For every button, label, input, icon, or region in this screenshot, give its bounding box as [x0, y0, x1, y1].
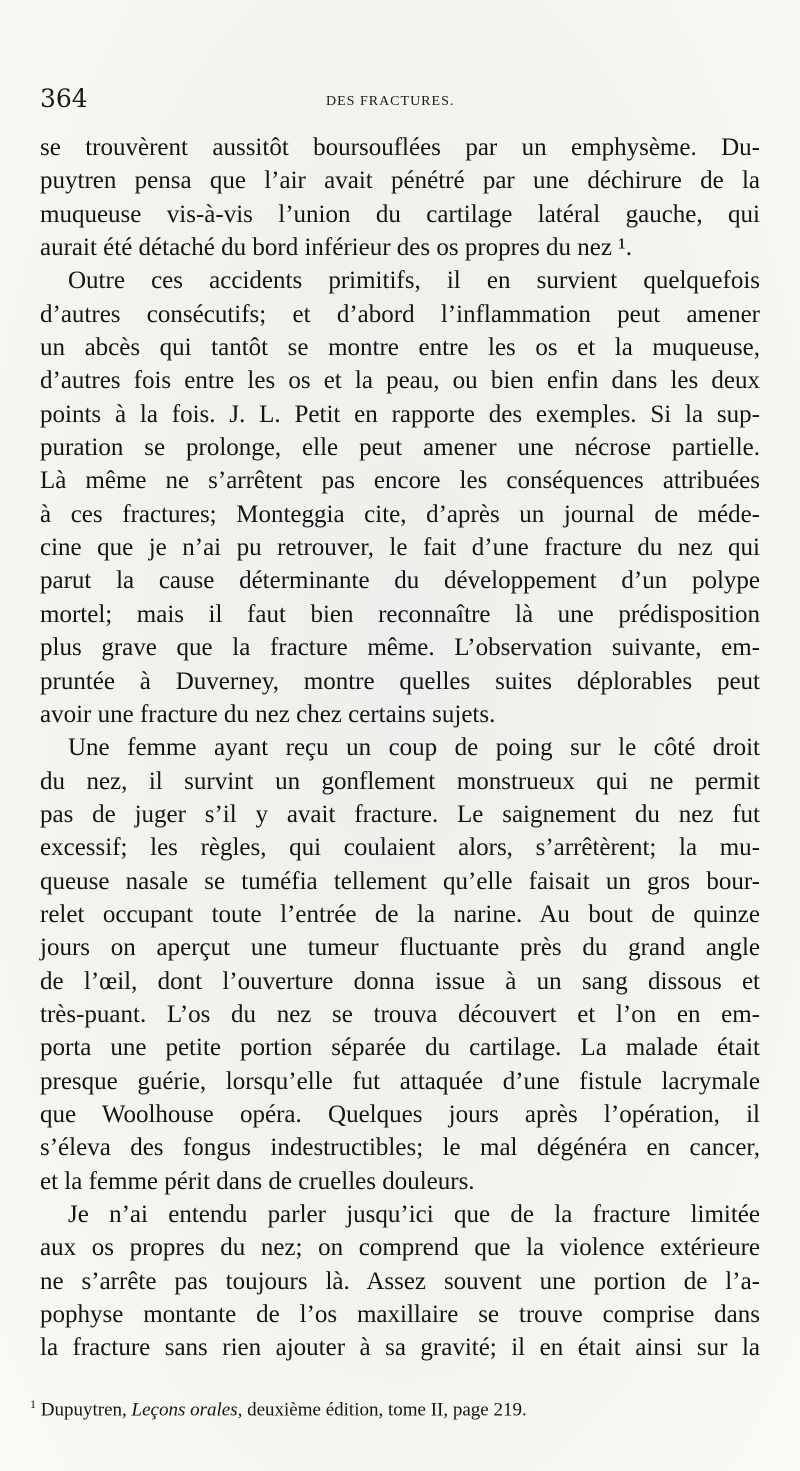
- text-line: s’éleva des fongus indestructibles; le mal dégénéra en cancer,: [40, 1134, 760, 1162]
- text-line: excessif; les règles, qui coulaient alors, s’arrêtèrent; la mu-: [40, 834, 760, 862]
- text-line: ne s’arrête pas toujours là. Assez souvent une portion de l’a-: [40, 1267, 760, 1295]
- paragraph-start-line: Outre ces accidents primitifs, il en survient quelquefois: [68, 267, 760, 295]
- text-line: puration se prolonge, elle peut amener une nécrose partielle.: [40, 434, 760, 462]
- paragraph-start-line: Je n’ai entendu parler jusqu’ici que de la fracture limitée: [68, 1201, 760, 1228]
- text-line: d’autres fois entre les os et la peau, ou bien enfin dans les deux: [40, 367, 760, 395]
- text-line: muqueuse vis-à-vis l’union du cartilage latéral gauche, qui: [40, 200, 760, 228]
- running-head: DES FRACTURES.: [326, 94, 455, 109]
- text-line: presque guérie, lorsqu’elle fut attaquée d’une fistule lacrymale: [40, 1067, 760, 1095]
- page-number: 364: [40, 84, 88, 113]
- footnote: [30, 1397, 730, 1421]
- footnote-author: Dupuytren,: [40, 1399, 127, 1421]
- text-line: plus grave que la fracture même. L’observation suivante, em-: [40, 634, 760, 662]
- text-line: du nez, il survint un gonflement monstrueux qui ne permit: [40, 767, 760, 795]
- text-line: parut la cause déterminante du développement d’un polype: [40, 567, 760, 595]
- text-line: points à la fois. J. L. Petit en rapporte des exemples. Si la sup-: [40, 400, 760, 428]
- footnote-reference: deuxième édition, tome II, page 219.: [247, 1399, 527, 1421]
- text-line: mortel; mais il faut bien reconnaître là une prédisposition: [40, 600, 760, 628]
- text-line: queuse nasale se tuméfia tellement qu’elle faisait un gros bour-: [40, 867, 760, 895]
- footnote-title: Leçons orales,: [131, 1399, 243, 1421]
- text-line: aux os propres du nez; on comprend que la violence extérieure: [40, 1234, 760, 1262]
- text-line: jours on aperçut une tumeur fluctuante près du grand angle: [40, 934, 760, 962]
- text-line: que Woolhouse opéra. Quelques jours après l’opération, il: [40, 1100, 760, 1128]
- text-line: puytren pensa que l’air avait pénétré par une déchirure de la: [40, 167, 760, 195]
- text-line: pruntée à Duverney, montre quelles suites déplorables peut: [40, 667, 760, 695]
- text-line: pas de juger s’il y avait fracture. Le saignement du nez fut: [40, 800, 760, 828]
- text-line: aurait été détaché du bord inférieur des os propres du nez ¹.: [40, 234, 632, 262]
- text-line: cine que je n’ai pu retrouver, le fait d’une fracture du nez qui: [40, 534, 760, 562]
- paragraph-start-line: Une femme ayant reçu un coup de poing sur le côté droit: [68, 734, 760, 762]
- text-line: de l’œil, dont l’ouverture donna issue à un sang dissous et: [40, 967, 760, 995]
- text-line: et la femme périt dans de cruelles douleurs.: [40, 1167, 475, 1195]
- text-line: un abcès qui tantôt se montre entre les os et la muqueuse,: [40, 334, 760, 362]
- text-line: la fracture sans rien ajouter à sa gravité; il en était ainsi sur la: [40, 1334, 760, 1362]
- body-text: [40, 131, 760, 1365]
- text-line: se trouvèrent aussitôt boursouflées par un emphysème. Du-: [40, 134, 760, 161]
- text-line: à ces fractures; Monteggia cite, d’après un journal de méde-: [40, 500, 760, 528]
- text-line: Là même ne s’arrêtent pas encore les conséquences attribuées: [40, 467, 760, 495]
- page-header: [40, 84, 760, 120]
- text-line: avoir une fracture du nez chez certains sujets.: [40, 700, 496, 728]
- text-line: d’autres consécutifs; et d’abord l’inflammation peut amener: [40, 300, 760, 328]
- footnote-marker: 1: [30, 1397, 36, 1411]
- text-line: porta une petite portion séparée du cartilage. La malade était: [40, 1034, 760, 1062]
- text-line: pophyse montante de l’os maxillaire se trouve comprise dans: [40, 1301, 760, 1329]
- text-line: relet occupant toute l’entrée de la narine. Au bout de quinze: [40, 900, 760, 928]
- text-line: très-puant. L’os du nez se trouva découvert et l’on en em-: [40, 1000, 760, 1028]
